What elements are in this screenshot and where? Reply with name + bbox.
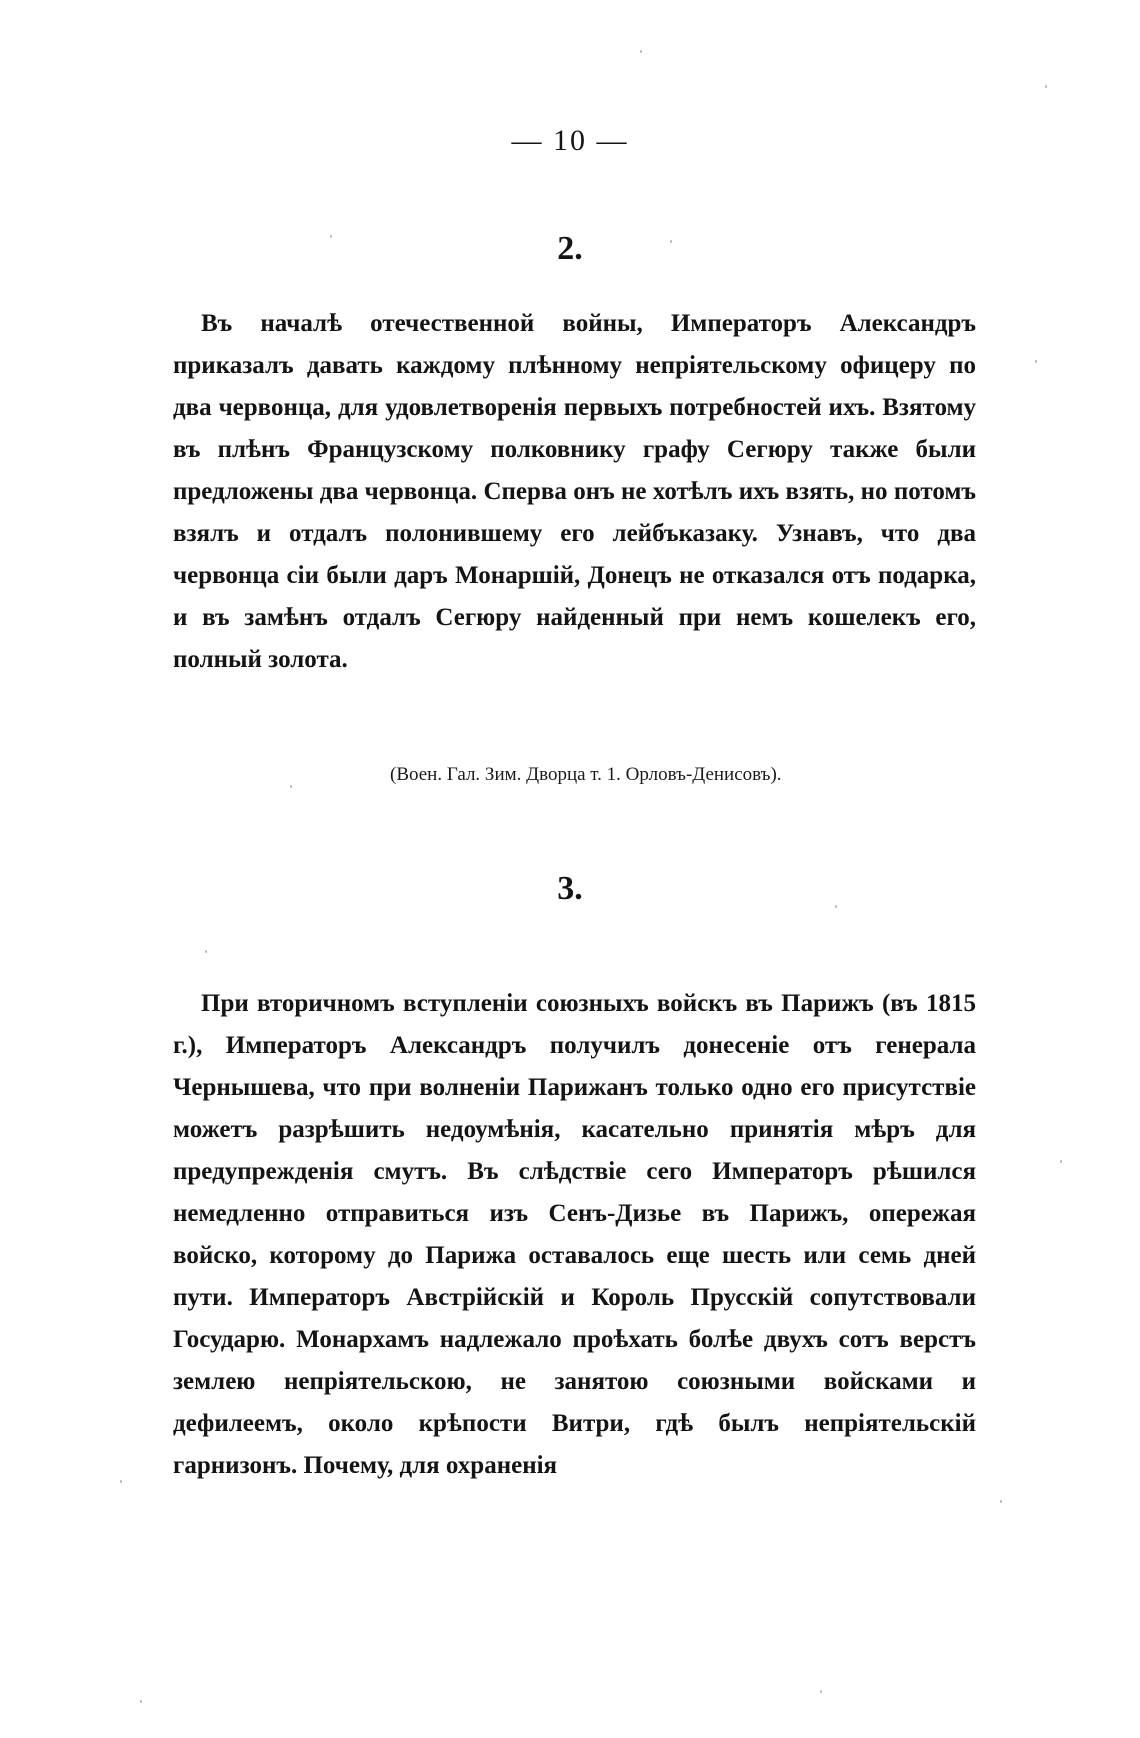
scan-speck (1045, 85, 1047, 88)
scan-speck (140, 1700, 142, 1703)
section-2-source-citation: (Воен. Гал. Зим. Дворца т. 1. Орловъ-Денисовъ). (390, 764, 782, 785)
scan-speck (1000, 1500, 1002, 1503)
scan-speck (330, 235, 332, 238)
section-3-paragraph: При вторичномъ вступленіи союзныхъ войскъ въ Парижъ (въ 1815 г.), Императоръ Александръ получилъ донесеніе отъ генерала Чернышева, что при волненіи Парижанъ только одно его присутствіе можетъ разрѣшить недоумѣнія, касательно принятія мѣръ для предупрежденія смутъ. Въ слѣдствіе сего Императоръ рѣшился немедленно отправиться изъ Сенъ-Дизье въ Парижъ, опережая войско, которому до Парижа оставалось еще шесть или семь дней пути. Императоръ Австрійскій и Король Прусскій сопутствовали Государю. Монархамъ надлежало проѣхать болѣе двухъ сотъ верстъ землею непріятельскою, не занятою союзными войсками и дефилеемъ, около крѣпости Витри, гдѣ былъ непріятельскій гарнизонъ. Почему, для охраненія (173, 990, 976, 1479)
scan-speck (640, 50, 642, 53)
scan-speck (670, 240, 672, 243)
scan-speck (1035, 360, 1037, 363)
scan-speck (290, 785, 292, 788)
section-number-3: 3. (557, 870, 583, 907)
section-2-paragraph: Въ началѣ отечественной войны, Императоръ Александръ приказалъ давать каждому плѣнному непріятельскому офицеру по два червонца, для удовлетворенія первыхъ потребностей ихъ. Взятому въ плѣнъ Французскому полковнику графу Сегюру также были предложены два червонца. Сперва онъ не хотѣлъ ихъ взять, но потомъ взялъ и отдалъ полонившему его лейбъказаку. Узнавъ, что два червонца сіи были даръ Монаршій, Донецъ не отказался отъ подарка, и въ замѣнъ отдалъ Сегюру найденный при немъ кошелекъ его, полный золота. (173, 310, 976, 673)
scan-speck (205, 950, 207, 953)
section-number-2: 2. (557, 230, 583, 267)
scan-speck (1060, 1160, 1062, 1163)
page-number: — 10 — (511, 124, 629, 157)
scan-speck (820, 1690, 822, 1693)
scan-speck (835, 905, 837, 908)
scan-speck (120, 1480, 122, 1483)
